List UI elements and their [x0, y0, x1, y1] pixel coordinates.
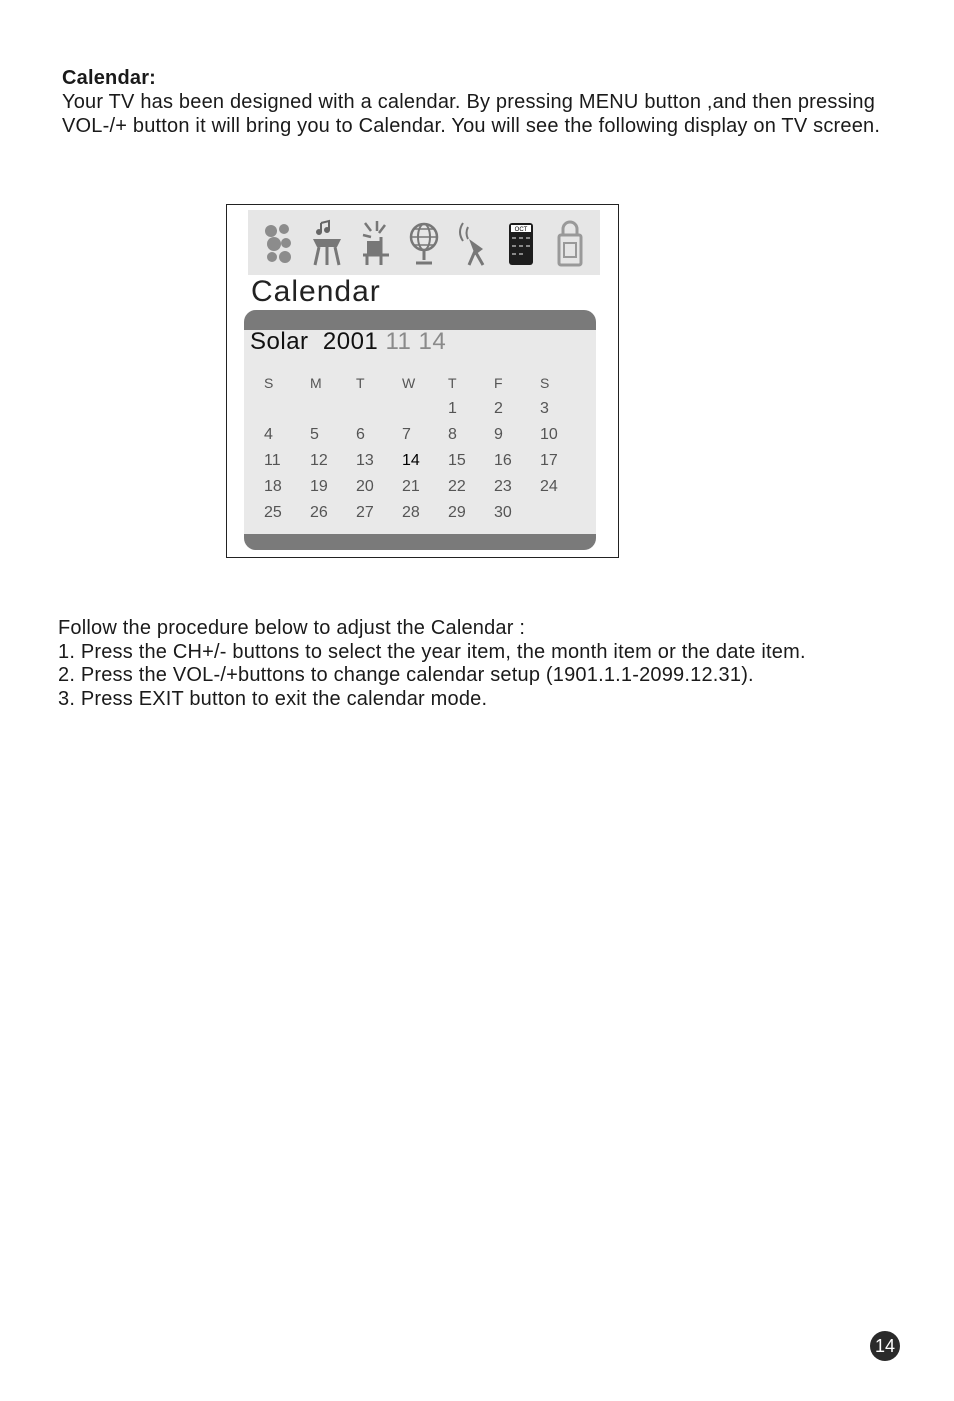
weekday-header: T [356, 375, 365, 391]
screen-title: Calendar [251, 275, 381, 308]
weekday-header: S [540, 375, 550, 391]
calendar-grid [264, 370, 586, 526]
globe-icon[interactable] [406, 217, 442, 269]
lock-icon[interactable] [552, 217, 588, 269]
calendar-day: 18 [264, 478, 282, 495]
calendar-panel [244, 310, 596, 550]
calendar-day [540, 500, 586, 526]
intro-paragraph: Your TV has been designed with a calendar. By pressing MENU button ,and then pressing VOL-/+ button it will bring you to Calendar. You will see the following display on TV screen. [62, 91, 881, 137]
weekday-header: S [264, 375, 274, 391]
date-item[interactable]: 14 [418, 328, 447, 355]
page-number: 14 [870, 1331, 900, 1361]
calendar-day: 3 [540, 400, 549, 417]
weekday-header: T [448, 375, 457, 391]
calendar-day [310, 396, 356, 422]
calendar-day: 11 [264, 452, 281, 469]
calendar-day: 20 [356, 478, 374, 495]
calendar-day: 24 [540, 478, 558, 495]
calendar-day: 22 [448, 478, 466, 495]
calendar-day: 28 [402, 504, 420, 521]
calendar-day: 23 [494, 478, 512, 495]
month-item[interactable]: 11 [385, 328, 412, 355]
section-title: Calendar: [62, 67, 157, 89]
calendar-day: 2 [494, 400, 503, 417]
calendar-day [264, 396, 310, 422]
calendar-day: 25 [264, 504, 282, 521]
year-item[interactable]: 2001 [322, 328, 379, 355]
calendar-day: 10 [540, 426, 558, 443]
calendar-day: 21 [402, 478, 420, 495]
calendar-icon-label: OCT [514, 226, 528, 233]
calendar-day: 6 [356, 426, 365, 443]
calendar-day: 7 [402, 426, 411, 443]
date-selector[interactable] [250, 328, 446, 356]
calendar-day: 4 [264, 426, 273, 443]
calendar-day: 17 [540, 452, 558, 469]
calendar-day: 1 [448, 400, 457, 417]
weekday-header: F [494, 375, 503, 391]
calendar-day: 13 [356, 452, 374, 469]
calendar-day: 5 [310, 426, 319, 443]
calendar-day: 26 [310, 504, 328, 521]
tv-screen-illustration [226, 204, 619, 558]
procedure-step: 2. Press the VOL-/+buttons to change calendar setup (1901.1.1-2099.12.31). [58, 664, 754, 686]
procedure-section [58, 617, 938, 711]
calendar-day: 9 [494, 426, 503, 443]
calendar-day: 8 [448, 426, 457, 443]
calendar-day: 16 [494, 452, 512, 469]
picture-icon[interactable] [260, 217, 296, 269]
calendar-day [356, 396, 402, 422]
calendar-day: 12 [310, 452, 328, 469]
audio-icon[interactable] [309, 217, 345, 269]
calendar-day: 30 [494, 504, 512, 521]
procedure-intro: Follow the procedure below to adjust the Calendar : [58, 617, 526, 639]
calendar-mode: Solar [250, 328, 309, 355]
weekday-header: W [402, 375, 416, 391]
menu-icon-bar [248, 210, 600, 275]
panel-footer-bar [244, 534, 596, 550]
calendar-day-selected: 14 [402, 452, 420, 469]
calendar-day [402, 396, 448, 422]
procedure-step: 1. Press the CH+/- buttons to select the year item, the month item or the date item. [58, 640, 806, 663]
antenna-icon[interactable] [455, 217, 491, 269]
calendar-day: 19 [310, 478, 328, 495]
calendar-day: 27 [356, 504, 374, 521]
weekday-header: M [310, 375, 322, 391]
panel-header-bar [244, 310, 596, 330]
calendar-icon[interactable] [503, 217, 539, 269]
function-icon[interactable] [357, 217, 393, 269]
calendar-day: 29 [448, 504, 466, 521]
procedure-step: 3. Press EXIT button to exit the calendar mode. [58, 687, 488, 710]
calendar-day: 15 [448, 452, 466, 469]
intro-section [62, 66, 922, 138]
